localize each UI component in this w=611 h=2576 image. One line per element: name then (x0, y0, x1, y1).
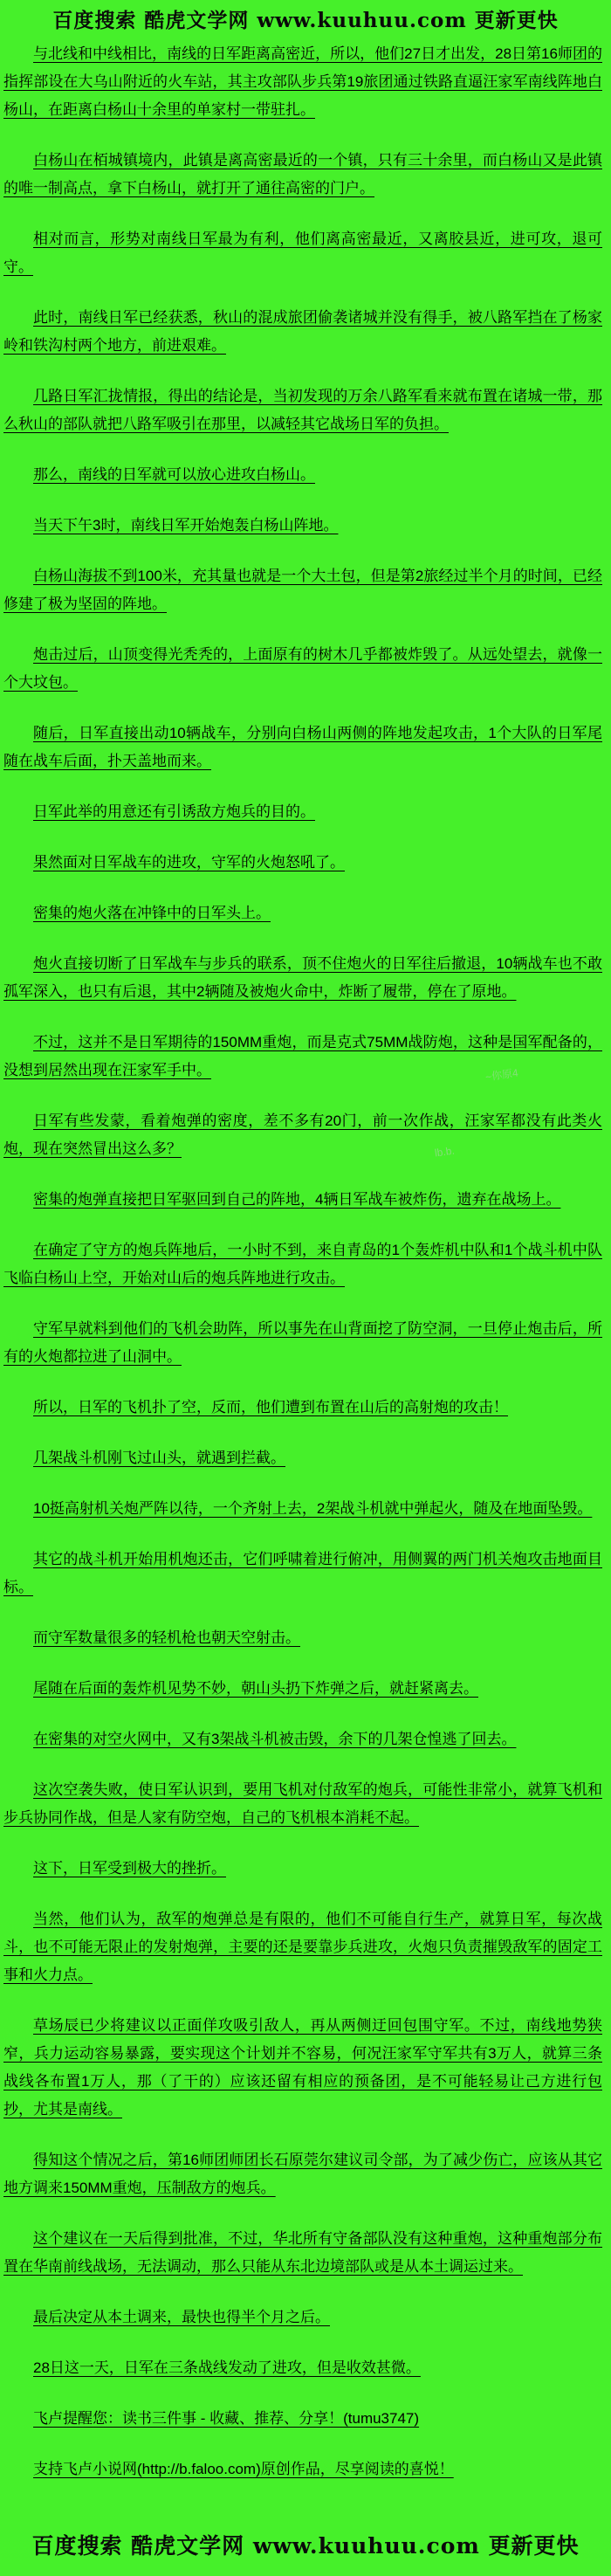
paragraph: 这下，日军受到极大的挫折。 (33, 1860, 226, 1877)
paragraph: 尾随在后面的轰炸机见势不妙，朝山头扔下炸弹之后，就赶紧离去。 (33, 1680, 478, 1697)
paragraph: 这个建议在一天后得到批准，不过，华北所有守备部队没有这种重炮，这种重炮部分布置在华南前线战场，无法调动，那么只能从东北边境部队或是从本土调运过来。 (3, 2230, 602, 2275)
paragraph: 当天下午3时，南线日军开始炮轰白杨山阵地。 (33, 517, 339, 534)
paragraph: 守军早就料到他们的飞机会助阵，所以事先在山背面挖了防空洞，一旦停止炮击后，所有的火炮都拉进了山洞中。 (3, 1320, 602, 1365)
paragraph: 支持飞卢小说网(http://b.faloo.com)原创作品，尽享阅读的喜悦！ (33, 2461, 454, 2477)
paragraph: 日军有些发蒙，看着炮弹的密度，差不多有20门，前一次作战，汪家军都没有此类火炮，现在突然冒出这么多？ (3, 1112, 602, 1157)
paragraph: 与北线和中线相比，南线的日军距离高密近，所以，他们27日才出发，28日第16师团的指挥部设在大乌山附近的火车站，其主攻部队步兵第19旅团通过铁路直逼汪家军南线阵地白杨山，在距离白杨山十余里的单家村一带驻扎。 (3, 45, 602, 118)
paragraph: 28日这一天，日军在三条战线发动了进攻，但是收效甚微。 (33, 2359, 421, 2376)
paragraph: 密集的炮火落在冲锋中的日军头上。 (33, 905, 271, 921)
paragraph: 10挺高射机关炮严阵以待，一个齐射上去，2架战斗机就中弹起火，随及在地面坠毁。 (33, 1500, 593, 1517)
site-banner-bottom: 百度搜索 酷虎文学网 www.kuuhuu.com 更新更快 (31, 2533, 580, 2559)
paragraph: 随后，日军直接出动10辆战车，分别向白杨山两侧的阵地发起攻击，1个大队的日军尾随在战车后面，扑天盖地而来。 (3, 725, 602, 769)
paragraph: 在密集的对空火网中，又有3架战斗机被击毁，余下的几架仓惶逃了回去。 (33, 1731, 517, 1747)
paragraph: 飞卢提醒您：读书三件事 - 收藏、推荐、分享！(tumu3747) (33, 2410, 420, 2427)
paragraph: 得知这个情况之后，第16师团师团长石原莞尔建议司令部，为了减少伤亡，应该从其它地方调来150MM重炮，压制敌方的炮兵。 (3, 2152, 602, 2196)
paragraph: 炮火直接切断了日军战车与步兵的联系，顶不住炮火的日军往后撤退，10辆战车也不敢孤军深入，也只有后退，其中2辆随及被炮火命中，炸断了履带，停在了原地。 (3, 955, 602, 1000)
paragraph: 当然，他们认为，敌军的炮弹总是有限的，他们不可能自行生产，就算日军，每次战斗，也不可能无限止的发射炮弹，主要的还是要靠步兵进攻，火炮只负责摧毁敌军的固定工事和火力点。 (3, 1911, 602, 1983)
paragraph: 这次空袭失败，使日军认识到，要用飞机对付敌军的炮兵，可能性非常小，就算飞机和步兵协同作战，但是人家有防空炮，自己的飞机根本消耗不起。 (3, 1781, 602, 1826)
paragraph: 白杨山在栢城镇境内，此镇是离高密最近的一个镇，只有三十余里，而白杨山又是此镇的唯一制高点，拿下白杨山，就打开了通往高密的门户。 (3, 152, 602, 196)
paragraph: 果然面对日军战车的进攻，守军的火炮怒吼了。 (33, 854, 345, 871)
paragraph: 几路日军汇拢情报，得出的结论是，当初发现的万余八路军看来就布置在诸城一带，那么秋山的部队就把八路军吸引在那里，以减轻其它战场日军的负担。 (3, 388, 602, 432)
paragraph: 几架战斗机刚飞过山头，就遇到拦截。 (33, 1450, 285, 1466)
paragraph: 最后决定从本土调来，最快也得半个月之后。 (33, 2309, 330, 2325)
chapter-text (0, 33, 611, 2483)
paragraph: 而守军数量很多的轻机枪也朝天空射击。 (33, 1629, 300, 1646)
paragraph: 相对而言，形势对南线日军最为有利，他们离高密最近，又离胶县近，进可攻，退可守。 (3, 231, 602, 275)
paragraph: 不过，这并不是日军期待的150MM重炮，而是克式75MM战防炮，这种是国军配备的，没想到居然出现在汪家军手中。 (3, 1034, 602, 1078)
site-banner-top: 百度搜索 酷虎文学网 www.kuuhuu.com 更新更快 (52, 9, 559, 32)
paragraph: 密集的炮弹直接把日军驱回到自己的阵地，4辆日军战车被炸伤，遗弃在战场上。 (33, 1191, 561, 1208)
paragraph: 炮击过后，山顶变得光秃秃的，上面原有的树木几乎都被炸毁了。从远处望去，就像一个大坟包。 (3, 646, 602, 691)
watermark-text: lb.b. (434, 1144, 456, 1160)
paragraph: 其它的战斗机开始用机炮还击，它们呼啸着进行俯冲，用侧翼的两门机关炮攻击地面目标。 (3, 1551, 602, 1595)
paragraph: 日军此举的用意还有引诱敌方炮兵的目的。 (33, 803, 315, 820)
paragraph: 在确定了守方的炮兵阵地后，一小时不到，来自青岛的1个轰炸机中队和1个战斗机中队飞临白杨山上空，开始对山后的炮兵阵地进行攻击。 (3, 1242, 602, 1286)
watermark-text: ~你原4 (484, 1066, 519, 1084)
paragraph: 草场辰已少将建议以正面佯攻吸引敌人，再从两侧迂回包围守军。不过，南线地势狭窄，兵力运动容易暴露，要实现这个计划并不容易，何况汪家军守军共有3万人，就算三条战线各布置1万人，那（了干的）应该还留有相应的预备团，是不可能轻易让己方进行包抄，尤其是南线。 (3, 2017, 602, 2118)
paragraph: 此时，南线日军已经获悉，秋山的混成旅团偷袭诸城并没有得手，被八路军挡在了杨家岭和铁沟村两个地方，前进艰难。 (3, 309, 602, 354)
paragraph: 那么，南线的日军就可以放心进攻白杨山。 (33, 466, 315, 483)
paragraph: 所以，日军的飞机扑了空，反而，他们遭到布置在山后的高射炮的攻击！ (33, 1399, 508, 1415)
paragraph: 白杨山海拔不到100米，充其量也就是一个大土包，但是第2旅经过半个月的时间，已经修建了极为坚固的阵地。 (3, 568, 602, 612)
